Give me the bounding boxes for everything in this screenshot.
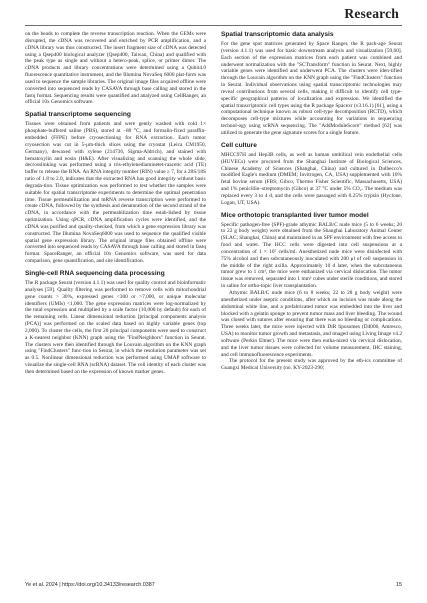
- section-heading-mouse-model: Mice orthotopic transplanted liver tumor model: [221, 211, 369, 219]
- section-heading-scrna-processing: Single-cell RNA sequencing data processing: [25, 270, 165, 277]
- paragraph-scrna-processing: The R package Seurat (version 4.1.1) was used for quality control and bioinformatic analyses [59]. Quality filtering was performed to remove cells with mitochondrial gene counts > 30%, expressed genes <300 or >7,000, or unique molecular identifiers (UMIs) <1,000. The gene expression matrices were log-normalized by the total expression and multiplied by a scale factor (10,000 by default) for each of the remaining cells. Linear dimensional reduction [principal components analysis (PCA)] was performed on the scaled data based on highly variable genes (top 2,000). To cluster the cells, the first 20 principal components were used to construct a K-nearest neighbor (KNN) graph using the "FindNeighbors" function in Seurat. The clusters were then identified through the Louvain algorithm on the KNN graph using "FindClusters" func-tion in Seurat, in which the resolution parameter was set as 0.5. Nonlinear dimensional reduction was performed using UMAP software to visualize the single-cell RNA (scRNA) dataset. The cell identity of each cluster was then determined based on the expression of known marker genes.: [25, 280, 206, 375]
- paragraph-spatial-data-analysis: For the gene spot matrices generated by Space Ranger, the R pack-age Seurat (version 4.1.1) was used for basic downstream analysis and visualization [59,60]. Each section of the expression matrices from each patient was combined and underwent normalization with the "SCTransform" function in Seurat. Next, highly variable genes were identified and underwent PCA. The clusters were iden-tified through the Louvain algorithm on the KNN graph using the "FindClusters" function in Seurat. Individual observations using spatial transcriptomic technologies may reveal contributions from several cells, making it difficult to identify cell type-specific geographical patterns of localization and expression. We identified the spatial transcriptomic cell types using the R package Spacexr (v3.16.1) [61], using a computational technique known as robust cell-type decomposition (RCTD), which decomposes cell-type mixtures while accounting for variations in sequencing technol-ogy using scRNA sequencing. The "AddModuleScore" method [62] was utilized to generate the gene signature scores for a single feature.: [221, 41, 402, 136]
- right-column: [221, 31, 402, 372]
- paragraph-mouse-model-orthotopic: Athymic BALB/C nude mice (6 to 8 weeks; 22 to 28 g body weight) were anesthetized under aseptic conditions, after which an incision was made along the abdominal white line, and a prefabricated tumor was embedded into the liver and blocked with a gelatin sponge to prevent tumor mass and liver bleeding. The wound was closed with sutures after ensuring that there was no bleeding or complications. Three weeks later, the mice were injected with DiR liposomes (D4006, Amresco, USA) to monitor tumor growth and metastasis, and imaged using Living Image v4.2 software (Perkin Elmer). The mice were then eutha-nized via cervical dislocation, and the liver tumor tissues were collected for volume measurement, IHC staining, and cell immunofluorescence experiments.: [221, 290, 402, 358]
- journal-name: Research: [344, 6, 399, 21]
- paragraph-library-construction: on the beads to complete the reverse transcription reaction. When the GEMs were disrupted, the cDNA was recovered and enriched by PCR amplification, and a cDNA library was thus constructed. The insert fragment size of cDNA was detected using a Qsep400 biological analyzer (Qsep400, Taiwan, China) and qualified with the peak type as single and without a hetero-peak, splice, or primer dimer. The cDNA products and library concentrations were determined using a Qubit4.0 fluorescence quantitative instrument, and the Illumina NovaSeq 6000 plat-form was used to sequence the sample libraries. The original image files acquired offline were converted into sequenced reads by CASAVA through base calling and stored in the fastq format. Sequencing results were quantified and analyzed using CellRanger, an official 10x Genomics software.: [25, 31, 206, 106]
- paragraph-spatial-transcriptome-sequencing: Tissues were obtained from patients and were gently washed with cold 1× phosphate-buffered saline (PBS), stored at −80 °C, and formalin-fixed paraffin-embedded (FFPE) before cryosectioning for RNA extraction. Each tumor cryosection was cut in 5-μm-thick slices using the cryostat (Leica CM1950, Germany), dewaxed with xylene (214736, Sigma-Aldrich), and stained with hematoxylin and eosin (H&E). After visualizing and scanning the whole slide, decrosslinking was performed using a tris-ethylenediaminetet-raacetic acid (TE) buffer to release the RNA. An RNA integrity number (RIN) value ≥ 7, for a 28S/18S ratio of 1.8 to 2.0, indicates that the extracted RNA has good integrity without basic degrada-tion. Tissue optimization was performed to test whether the samples were suitable for spatial transcriptome experiments to determine the optimal penetration time. Tissue permeabilization and mRNA reverse transcription were performed to create cDNA, followed by the synthesis and denaturation of the second strand of the cDNA, in accordance with the permeabilization time estab-lished by tissue optimization. Using qPCR, cDNA amplification cycles were identified, and the cDNA was purified and quality-checked, from which a gene expression library was constructed. The Illumina NovaSeq6000 was used to sequence the qualified visible spatial gene expression library. The original image files obtained offline were converted into sequenced reads by CASAVA through base calling and stored in fastq format. SpaceRanger, an official 10x Genomics software, was used for data comparison, gene quantification, and site identification.: [25, 121, 206, 265]
- paragraph-cell-culture: MHCC97H and Hep3B cells, as well as human umbilical vein endothelial cells (HUVECs) were procured from the Shanghai Institute of Biological Sciences, Chinese Academy of Sciences (Shanghai, China) and cultured in Dulbecco's modified Eagle's medium (DMEM; Invitrogen, CA, USA) supplemented with 10% fetal bovine serum (FBS; Gibco, Thermo Fisher Scientific, Massachusetts, USA) and 1% penicillin–streptomycin (Gibco) at 37 °C under 5% CO₂. The medium was replaced every 3 to 4 d, and the cells were passaged with 0.25% trypsin (Hyclone, Logan, UT, USA).: [221, 151, 402, 206]
- section-heading-spatial-data-analysis: Spatial transcriptomic data analysis: [221, 31, 334, 38]
- paragraph-ethics-approval: The protocol for the present study was approved by the eth-ics committee of Guangxi Medical University (no. KY-2023-290;: [221, 358, 402, 372]
- left-column: [25, 31, 206, 376]
- section-heading-spatial-transcriptome-sequencing: Spatial transcriptome sequencing: [25, 111, 131, 119]
- header-divider: [25, 25, 402, 26]
- section-heading-cell-culture: Cell culture: [221, 141, 257, 149]
- footer-citation: Ye et al. 2024 | https://doi.org/10.34133/research.0387: [25, 582, 155, 588]
- paragraph-mouse-model-subcutaneous: Specific pathogen-free (SPF)-grade athymic BALB/C nude mice (5 to 6 weeks; 20 to 22 g body weight) were obtained from the Shanghai Laboratory Animal Center (SLAC; Shanghai, China) and maintained in an SPF environment with free access to food and water. The HCC cells were digested into cell suspensions at a concentration of 1 × 10⁷ cells/ml. Anesthetized nude mice were disinfected with 75% alcohol and then subcutaneously inoculated with 200 μl of cell suspension in the middle of the right axilla. Approximately 10 d later, when the subcutaneous tumor grew to 1 cm³, the mice were euthanized via cervical dislocation. The tumor tissue was removed, separated into 1 mm³ cubes under sterile conditions, and stored in saline for ortho-topic liver transplantation.: [221, 221, 402, 290]
- page-number: 15: [396, 582, 402, 588]
